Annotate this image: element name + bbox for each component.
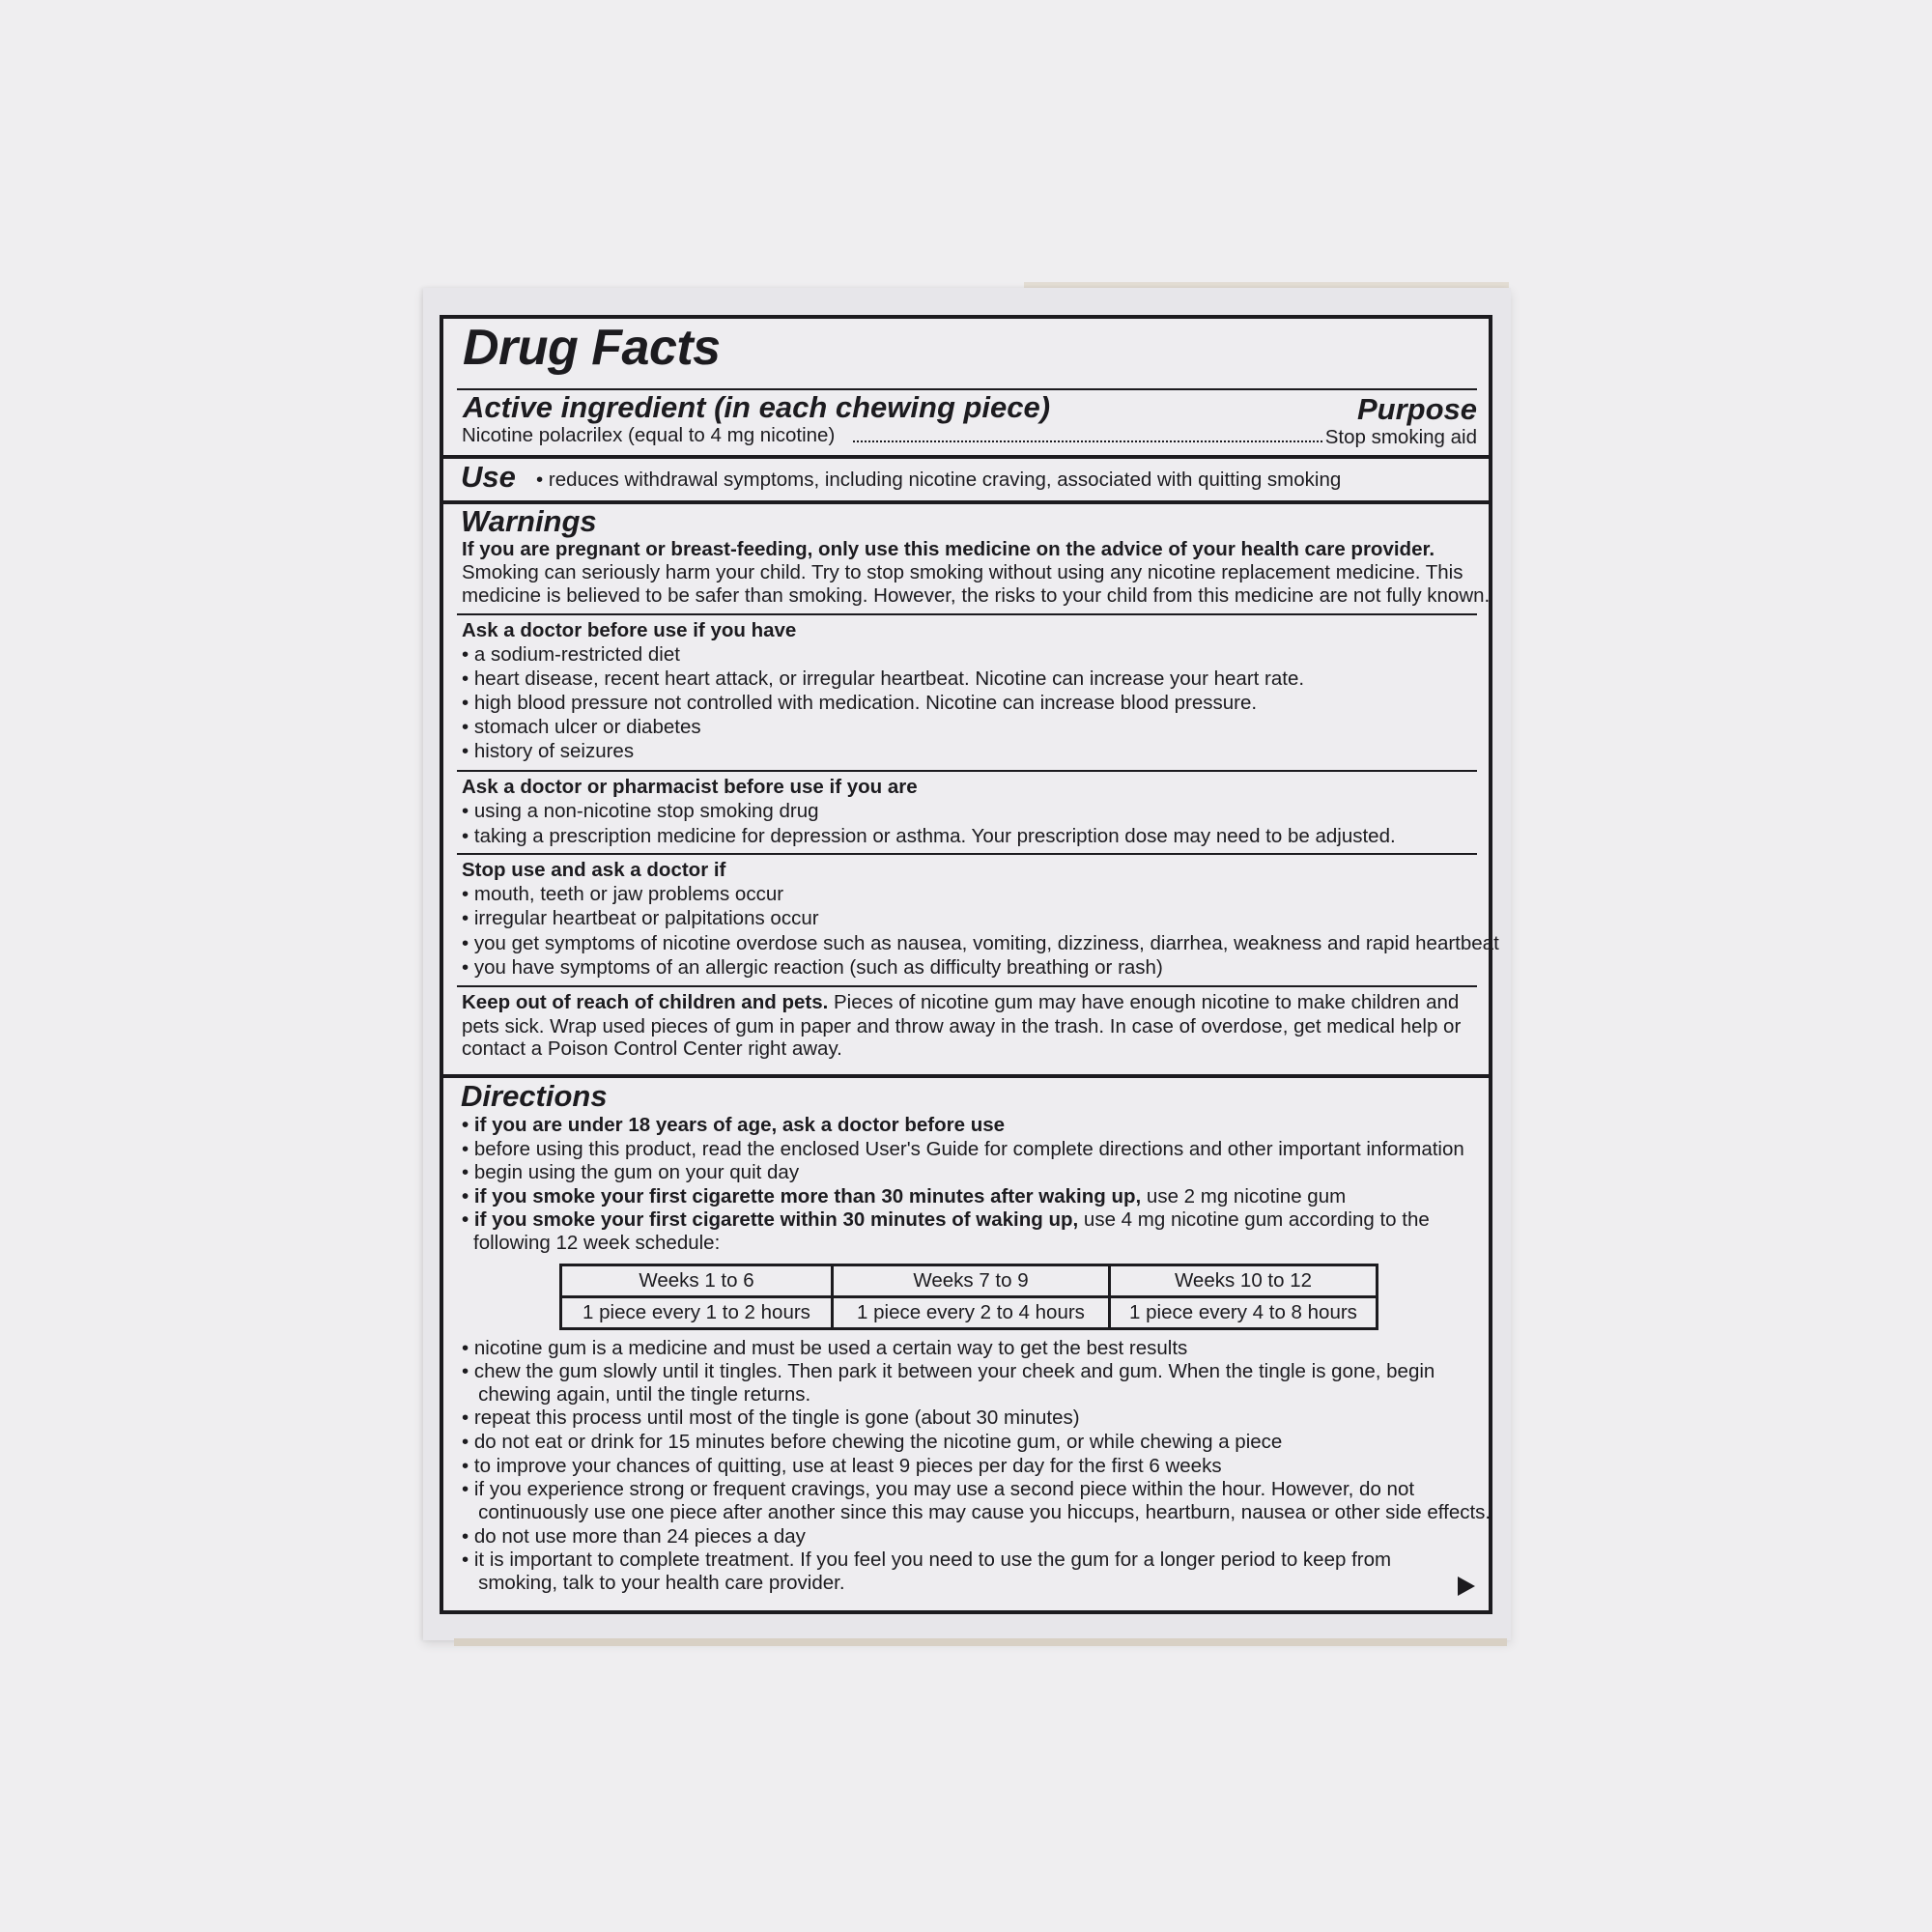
purpose-text: Stop smoking aid xyxy=(1324,426,1477,448)
drug-facts-title: Drug Facts xyxy=(463,320,721,376)
direction-item: • begin using the gum on your quit day xyxy=(462,1161,800,1183)
stop-use-heading: Stop use and ask a doctor if xyxy=(462,859,726,881)
active-ingredient-text: Nicotine polacrilex (equal to 4 mg nicotine) xyxy=(462,424,836,446)
direction-item: • before using this product, read the enclosed User's Guide for complete directions and other important information xyxy=(462,1138,1464,1160)
active-ingredient-heading: Active ingredient (in each chewing piece) xyxy=(463,390,1051,424)
section-divider xyxy=(443,455,1489,459)
list-item: • you get symptoms of nicotine overdose such as nausea, vomiting, dizziness, diarrhea, weakness and rapid heartbeat xyxy=(462,932,1499,954)
list-item: • high blood pressure not controlled with medication. Nicotine can increase blood pressure. xyxy=(462,692,1258,714)
keep-out-bold: Keep out of reach of children and pets. xyxy=(462,991,829,1013)
keep-out-line: pets sick. Wrap used pieces of gum in paper and throw away in the trash. In case of overdose, get medical help or xyxy=(462,1015,1462,1037)
pregnant-warning-line: medicine is believed to be safer than smoking. However, the risks to your child from this medicine are not fully known. xyxy=(462,584,1491,607)
keep-out-line: contact a Poison Control Center right away. xyxy=(462,1037,842,1060)
use-heading: Use xyxy=(461,460,516,494)
keep-out-of-reach xyxy=(462,990,1459,1014)
list-item: • a sodium-restricted diet xyxy=(462,643,680,666)
list-item: • irregular heartbeat or palpitations occur xyxy=(462,907,819,929)
list-item: • taking a prescription medicine for depression or asthma. Your prescription dose may need to be adjusted. xyxy=(462,825,1396,847)
direction-item: • do not eat or drink for 15 minutes before chewing the nicotine gum, or while chewing a piece xyxy=(462,1431,1283,1453)
directions-heading: Directions xyxy=(461,1079,608,1113)
direction-item: • to improve your chances of quitting, use at least 9 pieces per day for the first 6 weeks xyxy=(462,1455,1222,1477)
list-item: • mouth, teeth or jaw problems occur xyxy=(462,883,784,905)
divider xyxy=(457,985,1477,987)
direction-item: • nicotine gum is a medicine and must be used a certain way to get the best results xyxy=(462,1337,1188,1359)
direction-item: • chew the gum slowly until it tingles. Then park it between your cheek and gum. When the tingle is gone, begin xyxy=(462,1360,1435,1382)
direction-item: continuously use one piece after another since this may cause you hiccups, heartburn, nausea or other side effects. xyxy=(462,1501,1492,1523)
drug-facts-panel xyxy=(440,315,1499,1614)
pregnant-warning-line: Smoking can seriously harm your child. Try to stop smoking without using any nicotine replacement medicine. This xyxy=(462,561,1463,583)
direction-item: • it is important to complete treatment. If you feel you need to use the gum for a longer period to keep from xyxy=(462,1548,1392,1571)
direction-bold: • if you smoke your first cigarette within 30 minutes of waking up, xyxy=(462,1208,1079,1231)
direction-item: smoking, talk to your health care provider. xyxy=(462,1572,845,1594)
direction-item: chewing again, until the tingle returns. xyxy=(462,1383,811,1406)
schedule-header: Weeks 7 to 9 xyxy=(833,1265,1110,1297)
table-row xyxy=(561,1265,1378,1297)
direction-rest: use 2 mg nicotine gum xyxy=(1141,1185,1347,1208)
divider xyxy=(457,613,1477,615)
warnings-heading: Warnings xyxy=(461,504,597,538)
dot-leader xyxy=(853,440,1322,442)
continue-arrow-icon xyxy=(1458,1577,1475,1596)
direction-item: • if you are under 18 years of age, ask a doctor before use xyxy=(462,1114,1006,1136)
list-item: • heart disease, recent heart attack, or irregular heartbeat. Nicotine can increase your heart rate. xyxy=(462,668,1305,690)
direction-item xyxy=(462,1184,1346,1208)
ask-pharmacist-heading: Ask a doctor or pharmacist before use if you are xyxy=(462,776,918,798)
direction-bold: • if you smoke your first cigarette more than 30 minutes after waking up, xyxy=(462,1185,1142,1208)
list-item: • history of seizures xyxy=(462,740,635,762)
direction-item-cont: following 12 week schedule: xyxy=(473,1232,721,1254)
schedule-value: 1 piece every 1 to 2 hours xyxy=(561,1297,833,1329)
dosing-schedule-table xyxy=(559,1264,1378,1330)
use-text: • reduces withdrawal symptoms, including nicotine craving, associated with quitting smoking xyxy=(536,469,1342,491)
schedule-value: 1 piece every 2 to 4 hours xyxy=(833,1297,1110,1329)
direction-item: • if you experience strong or frequent cravings, you may use a second piece within the hour. However, do not xyxy=(462,1478,1415,1500)
list-item: • you have symptoms of an allergic reaction (such as difficulty breathing or rash) xyxy=(462,956,1163,979)
schedule-header: Weeks 1 to 6 xyxy=(561,1265,833,1297)
ask-doctor-heading: Ask a doctor before use if you have xyxy=(462,619,797,641)
direction-item: • do not use more than 24 pieces a day xyxy=(462,1525,806,1548)
list-item: • stomach ulcer or diabetes xyxy=(462,716,701,738)
table-row xyxy=(561,1297,1378,1329)
purpose-heading: Purpose xyxy=(1356,392,1477,426)
schedule-value: 1 piece every 4 to 8 hours xyxy=(1110,1297,1378,1329)
divider xyxy=(457,770,1477,772)
schedule-header: Weeks 10 to 12 xyxy=(1110,1265,1378,1297)
direction-rest: use 4 mg nicotine gum according to the xyxy=(1078,1208,1430,1231)
divider xyxy=(457,853,1477,855)
list-item: • using a non-nicotine stop smoking drug xyxy=(462,800,819,822)
direction-item xyxy=(462,1208,1430,1232)
section-divider xyxy=(443,1074,1489,1078)
keep-out-rest: Pieces of nicotine gum may have enough nicotine to make children and xyxy=(828,991,1460,1013)
direction-item: • repeat this process until most of the tingle is gone (about 30 minutes) xyxy=(462,1406,1080,1429)
box-flap-bottom xyxy=(454,1638,1507,1646)
pregnant-warning-bold: If you are pregnant or breast-feeding, only use this medicine on the advice of your health care provider. xyxy=(462,538,1435,560)
section-divider xyxy=(443,500,1489,504)
